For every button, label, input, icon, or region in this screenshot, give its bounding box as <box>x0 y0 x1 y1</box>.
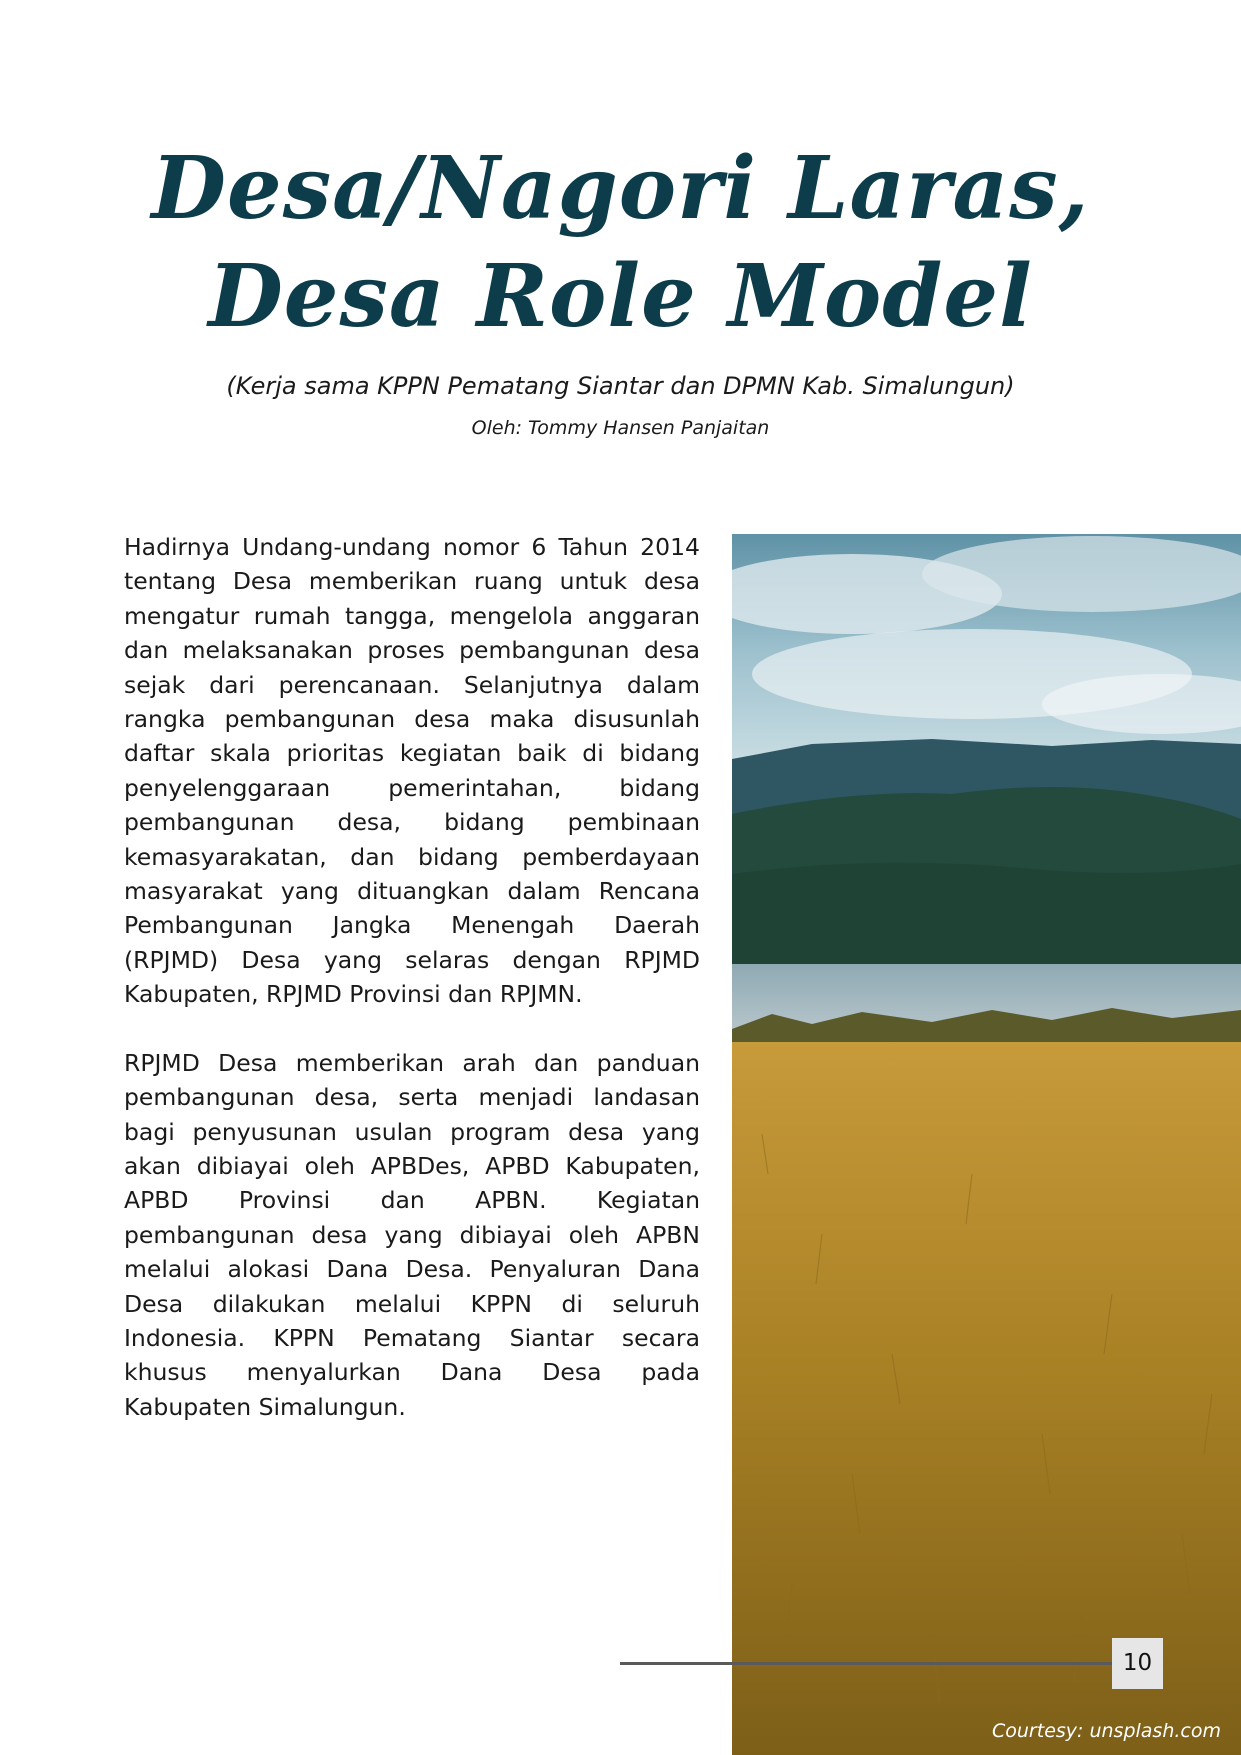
title-line-2: Desa Role Model <box>208 246 1033 347</box>
footer-divider <box>620 1662 1112 1665</box>
rice-field <box>732 1042 1241 1755</box>
title-line-1: Desa/Nagori Laras, <box>151 138 1090 239</box>
article-body <box>124 530 700 1458</box>
landscape-photo <box>732 534 1241 1755</box>
photo-credit: Courtesy: unsplash.com <box>992 1720 1221 1742</box>
article-subtitle: (Kerja sama KPPN Pematang Siantar dan DPMN Kab. Simalungun) <box>226 372 1015 400</box>
body-paragraph-2: RPJMD Desa memberikan arah dan panduan pembangunan desa, serta menjadi landasan bagi penyusunan usulan program desa yang akan dibiayai oleh APBDes, APBD Kabupaten, APBD Provinsi dan APBN. Kegiatan pembangunan desa yang dibiayai oleh APBN melalui alokasi Dana Desa. Penyaluran Dana Desa dilakukan melalui KPPN di seluruh Indonesia. KPPN Pematang Siantar secara khusus menyalurkan Dana Desa pada Kabupaten Simalungun. <box>124 1048 700 1421</box>
body-paragraph-1: Hadirnya Undang-undang nomor 6 Tahun 2014 tentang Desa memberikan ruang untuk desa mengatur rumah tangga, mengelola anggaran dan melaksanakan proses pembangunan desa sejak dari perencanaan. Selanjutnya dalam rangka pembangunan desa maka disusunlah daftar skala prioritas kegiatan baik di bidang penyelenggaraan pemerintahan, bidang pembangunan desa, bidang pembinaan kemasyarakatan, dan bidang pemberdayaan masyarakat yang dituangkan dalam Rencana Pembangunan Jangka Menengah Daerah (RPJMD) Desa yang selaras dengan RPJMD Kabupaten, RPJMD Provinsi dan RPJMN. <box>124 533 700 1009</box>
page-number: 10 <box>1112 1638 1163 1689</box>
article-author: Oleh: Tommy Hansen Panjaitan <box>471 417 770 439</box>
article-title <box>0 135 1241 351</box>
